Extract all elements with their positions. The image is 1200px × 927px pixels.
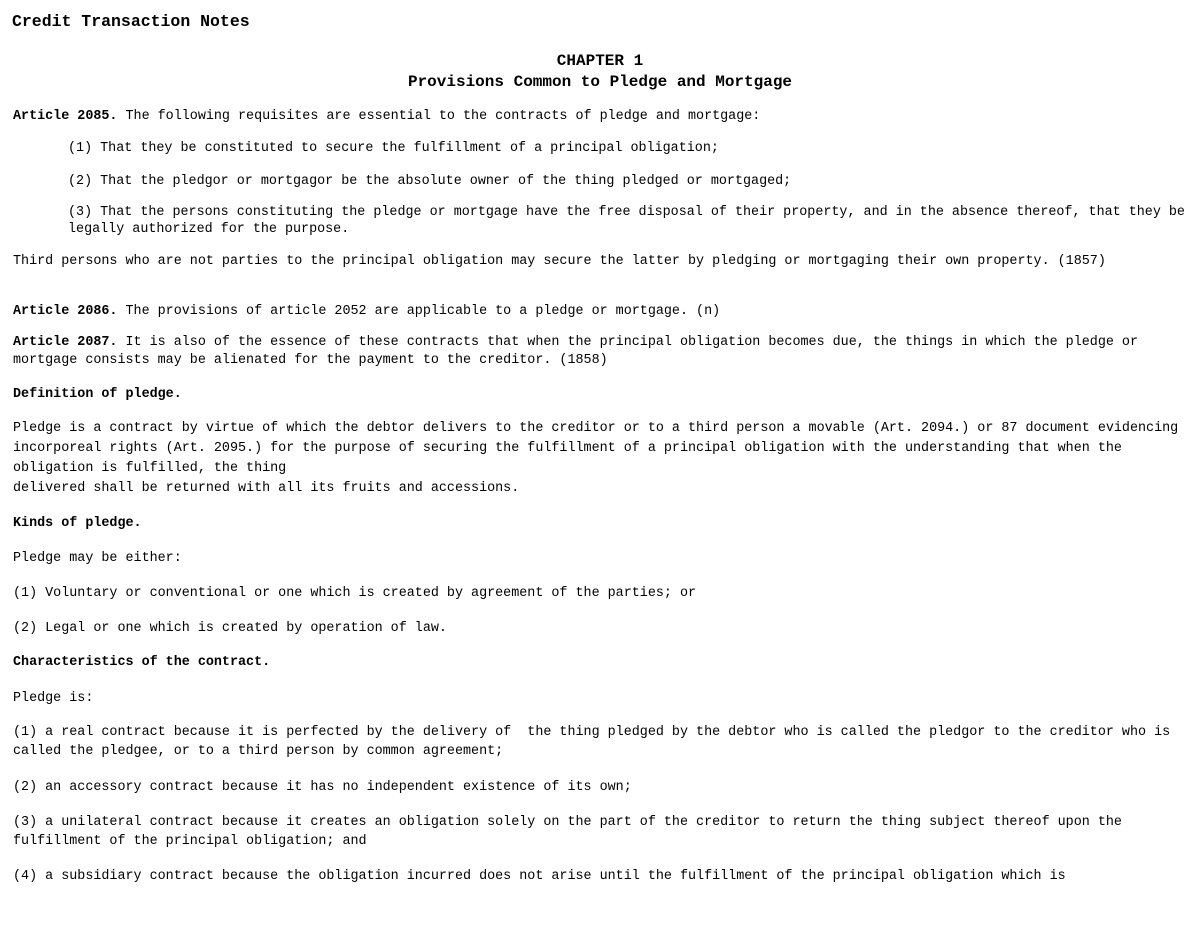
article-2087-text: It is also of the essence of these contracts that when the principal obligation becomes due, the things in which the pledge or mortgage consists may be alienated for the payment to the creditor. (1858) [13,335,1147,368]
characteristics-item-2: (2) an accessory contract because it has no independent existence of its own; [13,780,632,795]
article-2087-label: Article 2087. [13,335,118,350]
characteristics-intro: Pledge is: [13,691,94,706]
article-2085-item-1: (1) That they be constituted to secure the fulfillment of a principal obligation; [68,141,719,156]
characteristics-item-4: (4) a subsidiary contract because the obligation incurred does not arise until the fulfillment of the principal obligation which is [13,869,1066,884]
article-2085-item-2: (2) That the pledgor or mortgagor be the absolute owner of the thing pledged or mortgaged; [68,174,792,189]
definition-heading: Definition of pledge. [13,387,182,402]
article-2085-text: The following requisites are essential to the contracts of pledge and mortgage: [117,109,761,124]
definition-text: Pledge is a contract by virtue of which the debtor delivers to the creditor or to a third person a movable (Art. 2094.) or 87 document evidencing incorporeal rights (Art. 2095.) for the purpose of securing the fulfillment of a principal obligation with the understanding that when the obligation is fulfilled, the thing [13,421,1187,476]
article-2087-paragraph [13,334,1198,370]
article-2086-label: Article 2086. [13,304,118,319]
chapter-title: Provisions Common to Pledge and Mortgage [407,73,793,91]
characteristics-item-3: (3) a unilateral contract because it creates an obligation solely on the part of the creditor to return the thing subject thereof upon the fulfillment of the principal obligation; and [13,815,1130,849]
article-2085-label: Article 2085. [13,109,118,124]
kinds-item-2: (2) Legal or one which is created by operation of law. [13,621,447,636]
document-title: Credit Transaction Notes [12,12,250,31]
article-2085-paragraph [13,107,1198,126]
characteristics-heading: Characteristics of the contract. [13,655,271,670]
definition-text-continued: delivered shall be returned with all its fruits and accessions. [13,481,520,496]
kinds-heading: Kinds of pledge. [13,516,142,531]
article-2086-text: The provisions of article 2052 are applicable to a pledge or mortgage. (n) [117,304,721,319]
article-2085-item-3: (3) That the persons constituting the pledge or mortgage have the free disposal of their property, and in the absence thereof, that they be legally authorized for the purpose. [68,205,1194,237]
chapter-number: CHAPTER 1 [556,52,644,70]
kinds-item-1: (1) Voluntary or conventional or one which is created by agreement of the parties; or [13,586,697,601]
article-2086-paragraph [13,302,1198,321]
article-2085-closing: Third persons who are not parties to the principal obligation may secure the latter by pledging or mortgaging their own property. (1857) [13,254,1106,269]
kinds-intro: Pledge may be either: [13,551,182,566]
characteristics-item-1: (1) a real contract because it is perfected by the delivery of the thing pledged by the debtor who is called the pledgor to the creditor who is called the pledgee, or to a third person by common agreement; [13,725,1179,759]
